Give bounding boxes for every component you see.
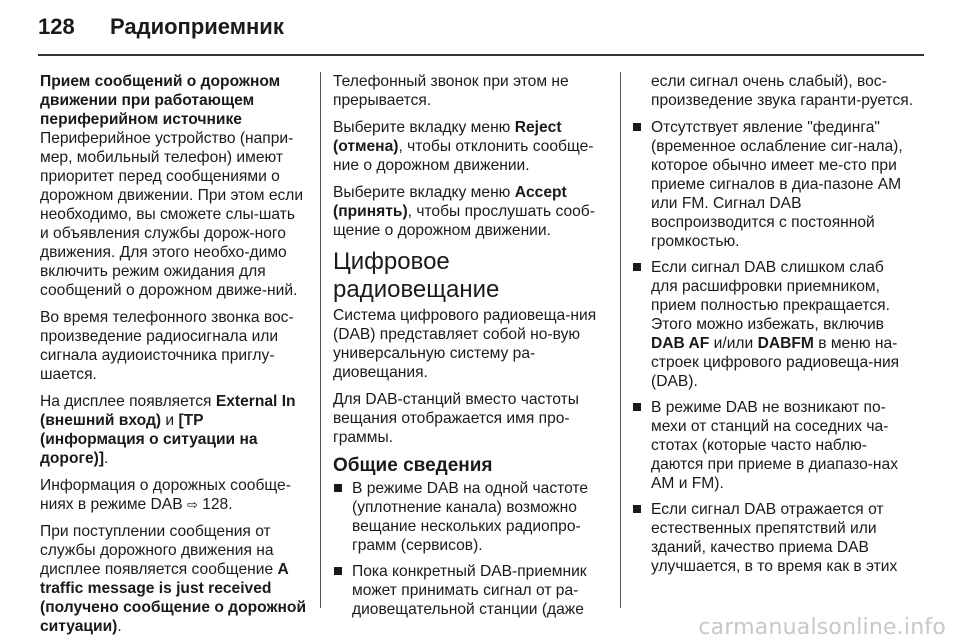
page-header (38, 14, 284, 52)
text-run: При поступлении сообщения от службы дорожного движения на дисплее появляется сообщение (40, 523, 278, 578)
paragraph: Система цифрового радиовеща-ния (DAB) представляет собой но-вую универсальную систему ра-диовещания. (333, 307, 597, 381)
text-run: и/или (709, 335, 758, 352)
paragraph: Во время телефонного звонка вос-произведение радиосигнала или сигнала аудиоисточника приглу-шается. (40, 309, 294, 383)
minor-heading: Общие сведения (333, 455, 493, 476)
list-item (632, 258, 914, 391)
text-run: Выберите вкладку меню (333, 119, 515, 136)
menu-tab-name: Reject (отмена) (333, 119, 562, 155)
list-item: Пока конкретный DAB-приемник может принимать сигнал от ра-диовещательной станции (даже (333, 562, 603, 619)
bullet-list (333, 479, 603, 619)
display-message: A traffic message is just received (получено сообщение о дорожной ситуации) (40, 561, 307, 635)
text-run: в меню на-строек цифрового радиовеща-ния (DAB). (651, 335, 900, 390)
paragraph (40, 476, 308, 514)
section-heading: Цифровое радиовещание (333, 248, 500, 303)
list-item: Если сигнал DAB отражается от естественных препятствий или зданий, качество приема DAB улучшается, в то время как в этих (632, 500, 914, 576)
menu-option-name: DAB AF (651, 335, 710, 352)
menu-option-name: DABFM (757, 335, 814, 352)
list-item: В режиме DAB не возникают по-мехи от станций на соседних ча-стотах (которые часто наблю-даются при приеме в диапазо-нах AM и FM). (632, 398, 914, 493)
paragraph: Периферийное устройство (напри-мер, мобильный телефон) имеют приоритет перед сообщениями о дорожном движении. При этом если необходимо, вы сможете слы-шать и объявления службы дорож-ного движения. Для этого необхо-димо включить режим ожидания для сообщений о дорожном движе-ний. (40, 130, 304, 299)
watermark: carmanualsonline.info (698, 615, 946, 640)
text-run: Информация о дорожных сообще-ниях в режиме DAB (40, 477, 291, 513)
paragraph (40, 522, 308, 636)
column-3 (632, 72, 914, 584)
menu-tab-name: Accept (принять) (333, 184, 567, 220)
text-run: На дисплее появляется (40, 393, 216, 410)
subsection-heading: Прием сообщений о дорожном движении при работающем периферийном источнике (40, 73, 281, 128)
list-item: Отсутствует явление "фединга" (временное ослабление сиг-нала), которое обычно имеет ме-сто при приеме сигналов в диа-пазоне AM или FM. Сигнал DAB воспроизводится с постоянной громкостью. (632, 118, 914, 251)
text-run: , чтобы прослушать сооб-щение о дорожном движении. (333, 203, 595, 239)
paragraph (333, 183, 603, 240)
display-message: [TP (информация о ситуации на дороге)] (40, 412, 258, 467)
column-2 (333, 72, 603, 627)
paragraph: Телефонный звонок при этом не прерывается. (333, 73, 569, 109)
column-divider (620, 72, 621, 608)
text-run: . (104, 450, 109, 467)
list-item: В режиме DAB на одной частоте (уплотнение канала) возможно вещание нескольких радиопро-грамм (сервисов). (333, 479, 603, 555)
page-reference-arrow-icon: ⇨ (186, 497, 198, 512)
text-run: , чтобы отклонить сообще-ние о дорожном движении. (333, 138, 594, 174)
text-run: . (117, 618, 122, 635)
column-1 (40, 72, 308, 644)
page-reference: 128. (197, 496, 233, 513)
page-title: Радиоприемник (110, 14, 284, 39)
text-run: и (161, 412, 179, 429)
column-divider (320, 72, 321, 608)
header-rule (38, 54, 924, 56)
bullet-list (632, 118, 914, 576)
page-number: 128 (38, 14, 75, 39)
display-message: External In (внешний вход) (40, 393, 296, 429)
paragraph: если сигнал очень слабый), вос-произведение звука гаранти-руется. (651, 73, 914, 109)
text-run: Выберите вкладку меню (333, 184, 515, 201)
paragraph (333, 118, 603, 175)
paragraph (40, 392, 308, 468)
paragraph: Для DAB-станций вместо частоты вещания отображается имя про-граммы. (333, 391, 579, 446)
text-run: Если сигнал DAB слишком слаб для расшифровки приемником, прием полностью прекращается. Этого можно избежать, включив (651, 259, 890, 333)
